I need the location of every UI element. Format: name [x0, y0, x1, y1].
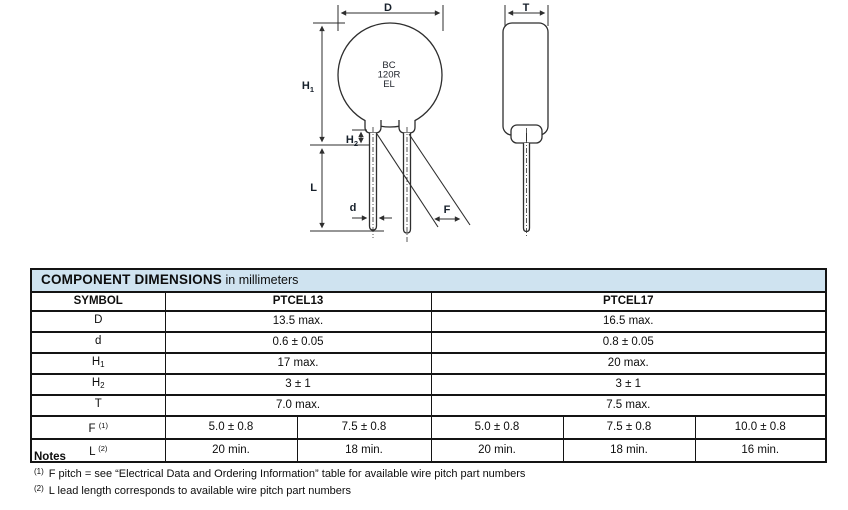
table-title-row [31, 269, 826, 292]
table-row-H2 [31, 374, 826, 395]
value-cell-ptcel13: 17 max. [165, 353, 431, 374]
value-cell: 20 min. [431, 439, 563, 462]
value-cell: 10.0 ± 0.8 [695, 416, 826, 439]
value-cell-ptcel13: 7.0 max. [165, 395, 431, 416]
dimension-F [377, 134, 470, 227]
table-row-T [31, 395, 826, 416]
symbol-cell: L $^{(2)}$ [31, 439, 165, 462]
value-cell: 5.0 ± 0.8 [165, 416, 297, 439]
value-cell: 18 min. [297, 439, 431, 462]
side-view [503, 2, 548, 238]
label-T: T [522, 2, 530, 14]
table-title-text: COMPONENT DIMENSIONS [41, 272, 223, 287]
note-text-2: L lead length corresponds to available wire pitch part numbers [48, 485, 352, 497]
table-title [31, 269, 826, 292]
label-D: D [384, 2, 392, 14]
note-item-1 [34, 465, 525, 481]
label-H2: $H_2$ [345, 134, 358, 148]
value-cell-ptcel13: 13.5 max. [165, 311, 431, 332]
front-view [302, 2, 470, 242]
table-row-d [31, 332, 826, 353]
note-ref-1: (1) [34, 467, 44, 476]
value-cell: 5.0 ± 0.8 [431, 416, 563, 439]
symbol-cell: F $^{(1)}$ [31, 416, 165, 439]
note-ref-2: (2) [34, 484, 44, 493]
value-cell: 7.5 ± 0.8 [297, 416, 431, 439]
side-body [503, 23, 548, 135]
value-cell-ptcel17: 16.5 max. [431, 311, 826, 332]
table-title-suffix: in millimeters [222, 273, 299, 287]
value-cell-ptcel17: 0.8 ± 0.05 [431, 332, 826, 353]
table-row-H1 [31, 353, 826, 374]
value-cell: 20 min. [165, 439, 297, 462]
disc-marking: BC 120R EL [377, 60, 401, 90]
label-F: F [443, 204, 451, 216]
table-header-row [31, 292, 826, 311]
notes-section [34, 451, 525, 498]
header-ptcel17: PTCEL17 [431, 292, 826, 311]
symbol-cell: T [31, 395, 165, 416]
label-H1: $H_1$ [301, 80, 314, 94]
value-cell: 18 min. [563, 439, 695, 462]
value-cell-ptcel17: 20 max. [431, 353, 826, 374]
symbol-cell: $H_2$ [31, 374, 165, 395]
note-text-1: F pitch = see “Electrical Data and Ordering Information” table for available wire pitch part numbers [48, 468, 526, 480]
value-cell-ptcel17: 3 ± 1 [431, 374, 826, 395]
notes-heading: Notes [34, 451, 66, 463]
value-cell: 7.5 ± 0.8 [563, 416, 695, 439]
header-symbol: SYMBOL [31, 292, 165, 311]
symbol-cell: d [31, 332, 165, 353]
label-L: L [310, 182, 317, 194]
note-item-2 [34, 482, 525, 498]
value-cell: 16 min. [695, 439, 826, 462]
dimension-H2 [310, 130, 370, 145]
symbol-cell: $H_1$ [31, 353, 165, 374]
value-cell-ptcel13: 0.6 ± 0.05 [165, 332, 431, 353]
label-d: d [349, 202, 357, 214]
component-dimensions-table [30, 268, 827, 463]
table-row-D [31, 311, 826, 332]
symbol-cell: D [31, 311, 165, 332]
header-ptcel13: PTCEL13 [165, 292, 431, 311]
table-row-F [31, 416, 826, 439]
value-cell-ptcel13: 3 ± 1 [165, 374, 431, 395]
value-cell-ptcel17: 7.5 max. [431, 395, 826, 416]
